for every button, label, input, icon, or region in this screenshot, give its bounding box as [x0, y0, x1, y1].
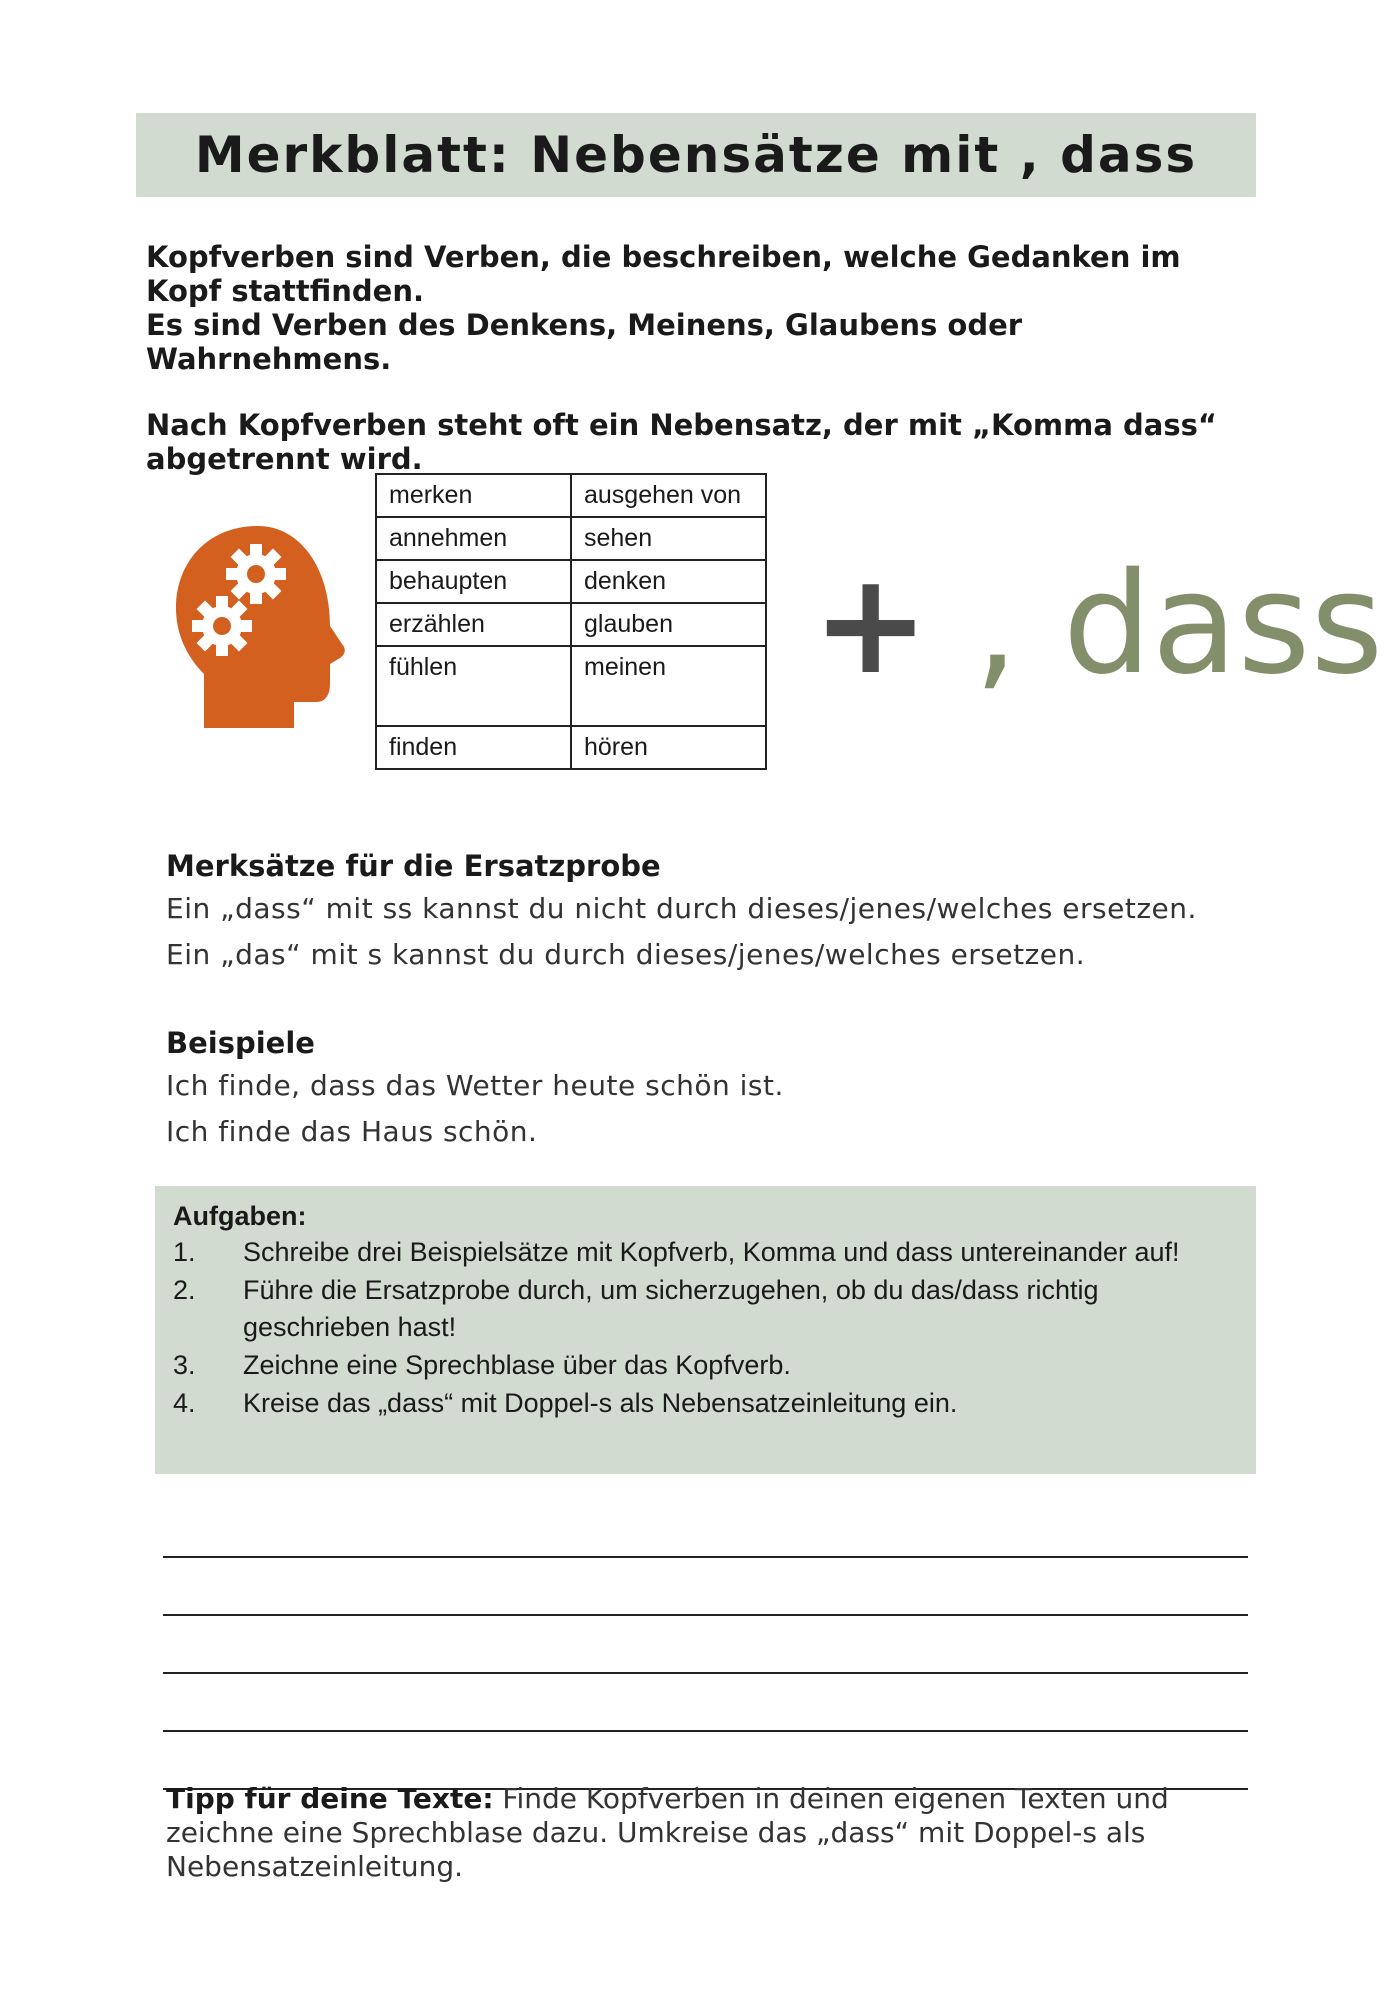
table-cell: glauben — [571, 603, 766, 646]
table-cell: finden — [376, 726, 571, 769]
table-cell: sehen — [571, 517, 766, 560]
tasks-box — [155, 1186, 1256, 1474]
table-row — [376, 646, 766, 726]
beispiel-1: Ich finde, dass das Wetter heute schön ist. — [166, 1069, 784, 1102]
task-text: Zeichne eine Sprechblase über das Kopfverb. — [243, 1350, 791, 1380]
verb-table — [375, 473, 767, 770]
table-cell: hören — [571, 726, 766, 769]
head-gears-icon — [170, 522, 346, 730]
table-row — [376, 603, 766, 646]
writing-line[interactable] — [163, 1674, 1248, 1732]
merksaetze-section — [166, 846, 1226, 978]
writing-line[interactable] — [163, 1500, 1248, 1558]
writing-lines — [163, 1500, 1248, 1790]
list-item — [173, 1385, 1236, 1422]
merksatz-2: Ein „das“ mit s kannst du durch dieses/jenes/welches ersetzen. — [166, 938, 1086, 971]
table-row — [376, 517, 766, 560]
page-title: Merkblatt: Nebensätze mit , dass — [194, 126, 1198, 184]
task-text: Führe die Ersatzprobe durch, um sicherzugehen, ob du das/dass richtig geschrieben hast! — [243, 1275, 1099, 1342]
task-number: 2. — [173, 1275, 196, 1305]
list-item — [173, 1272, 1236, 1346]
task-number: 4. — [173, 1388, 196, 1418]
intro-line-3: Nach Kopfverben steht oft ein Nebensatz, der mit „Komma dass“ abgetrennt wird. — [146, 408, 1217, 476]
beispiele-heading: Beispiele — [166, 1026, 315, 1060]
writing-line[interactable] — [163, 1558, 1248, 1616]
tip-label: Tipp für deine Texte: — [166, 1782, 494, 1815]
beispiele-section — [166, 1023, 1226, 1155]
task-text: Schreibe drei Beispielsätze mit Kopfverb, Komma und dass untereinander auf! — [243, 1237, 1180, 1267]
tasks-title: Aufgaben: — [173, 1201, 307, 1231]
merksaetze-heading: Merksätze für die Ersatzprobe — [166, 849, 661, 883]
intro-line-2: Es sind Verben des Denkens, Meinens, Glaubens oder Wahrnehmens. — [146, 308, 1023, 376]
intro-line-1: Kopfverben sind Verben, die beschreiben, welche Gedanken im Kopf stattfinden. — [146, 240, 1181, 308]
intro-text — [146, 240, 1226, 476]
table-cell: ausgehen von — [571, 474, 766, 517]
table-cell: erzählen — [376, 603, 571, 646]
table-cell: meinen — [571, 646, 766, 726]
table-row — [376, 726, 766, 769]
plus-sign: + — [812, 543, 930, 706]
task-list — [173, 1234, 1236, 1422]
merksatz-1: Ein „dass“ mit ss kannst du nicht durch dieses/jenes/welches ersetzen. — [166, 892, 1197, 925]
table-row — [376, 474, 766, 517]
task-number: 3. — [173, 1350, 196, 1380]
writing-line[interactable] — [163, 1616, 1248, 1674]
list-item — [173, 1234, 1236, 1271]
tip-text — [166, 1782, 1276, 1884]
plus-dass-formula — [812, 543, 1384, 706]
beispiel-2: Ich finde das Haus schön. — [166, 1115, 538, 1148]
table-cell: denken — [571, 560, 766, 603]
task-number: 1. — [173, 1237, 196, 1267]
title-bar — [136, 113, 1256, 197]
comma-dass: , dass — [973, 543, 1384, 706]
table-cell: fühlen — [376, 646, 571, 726]
list-item — [173, 1347, 1236, 1384]
tip-body: Finde Kopfverben in deinen eigenen Texten und zeichne eine Sprechblase dazu. Umkreise das „dass“ mit Doppel-s als Nebensatzeinleitung. — [166, 1782, 1169, 1883]
table-cell: annehmen — [376, 517, 571, 560]
table-row — [376, 560, 766, 603]
task-text: Kreise das „dass“ mit Doppel-s als Nebensatzeinleitung ein. — [243, 1388, 958, 1418]
table-cell: behaupten — [376, 560, 571, 603]
table-cell: merken — [376, 474, 571, 517]
